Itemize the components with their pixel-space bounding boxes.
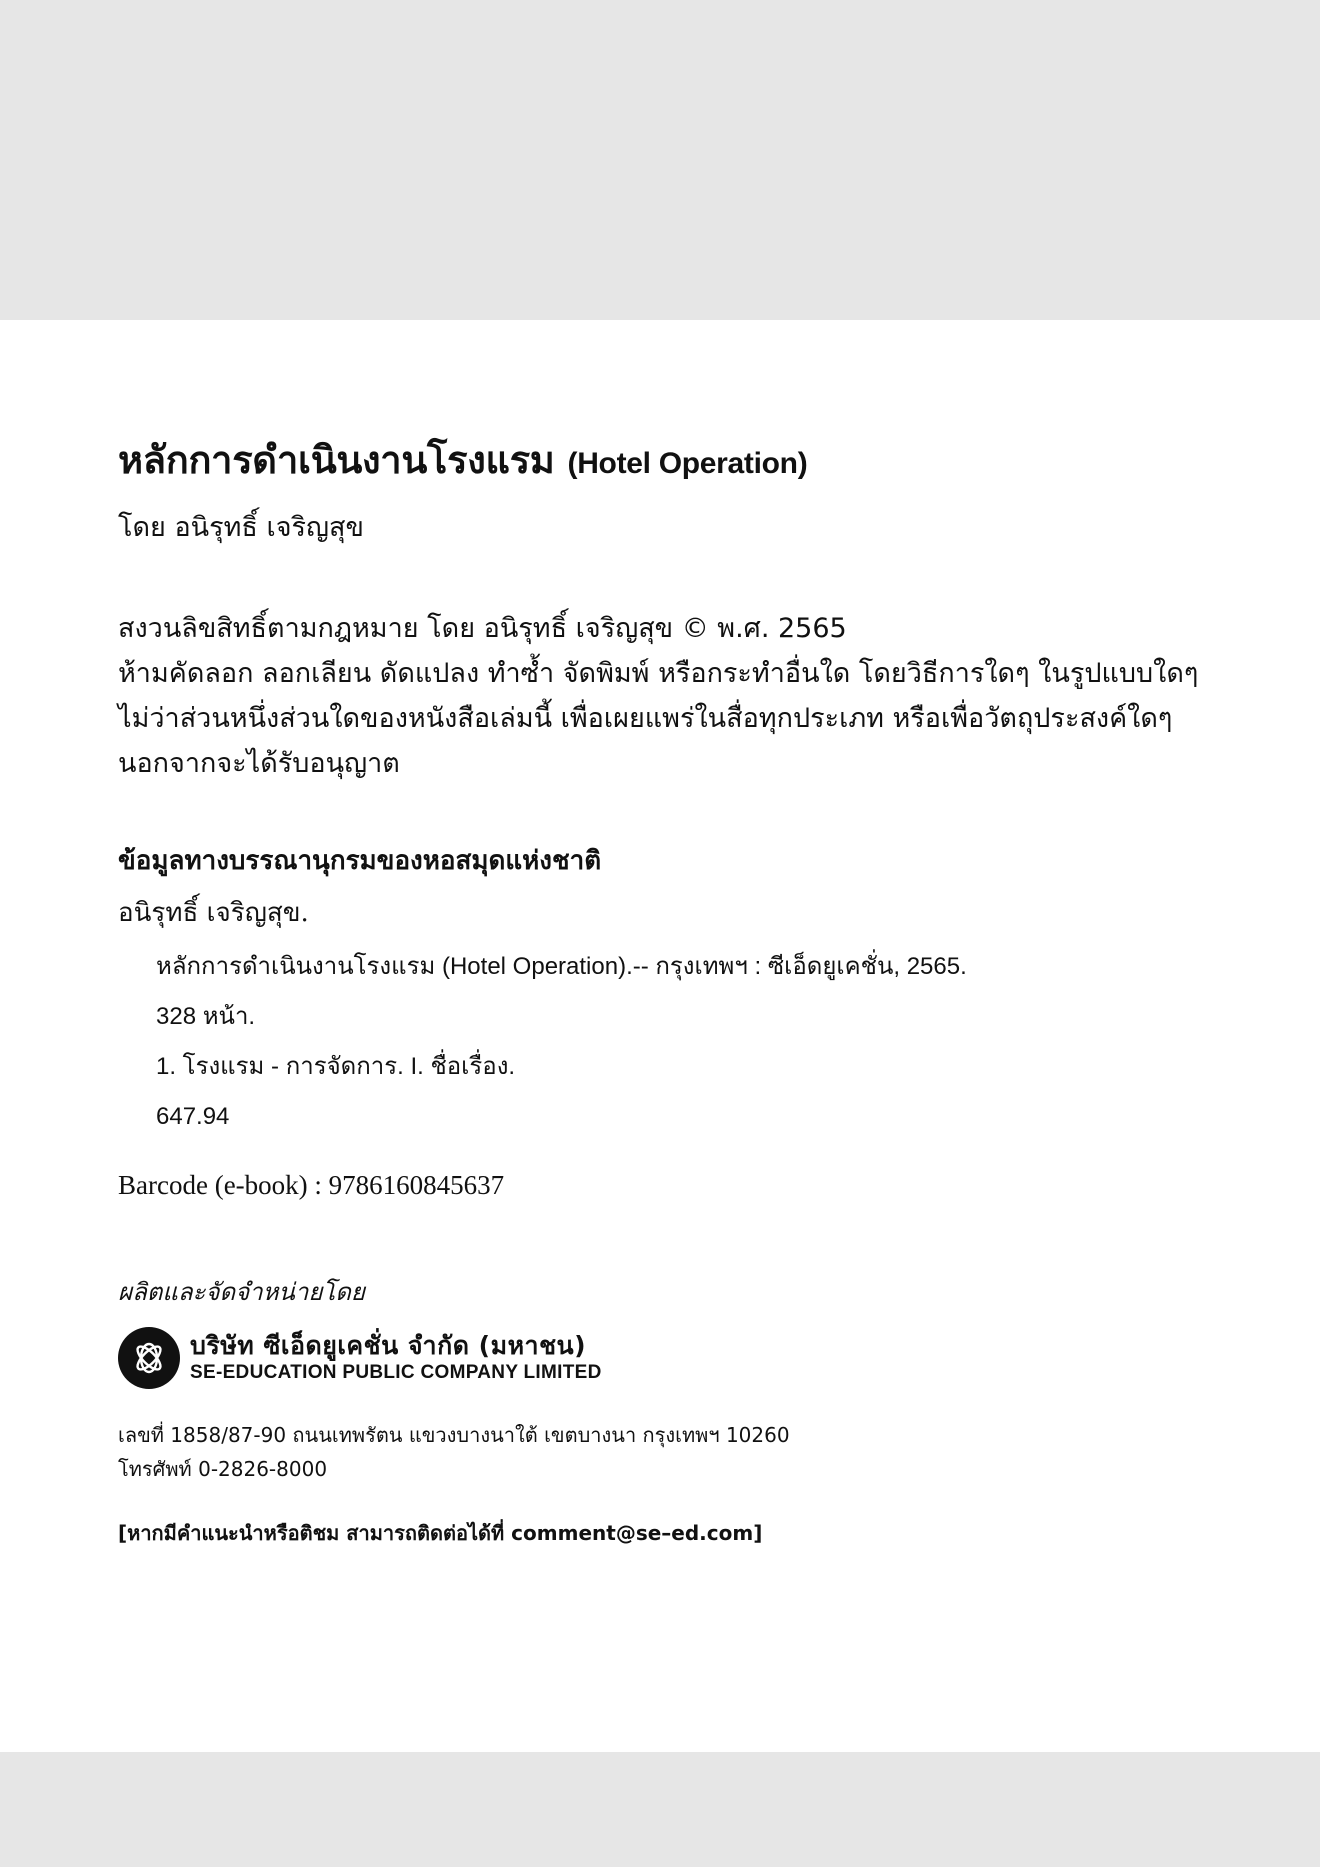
publisher-intro: ผลิตและจัดจำหน่ายโดย [118,1278,365,1306]
feedback-note: [หากมีคำแนะนำหรือติชม สามารถติดต่อได้ที่ comment@se–ed.com] [118,1521,763,1545]
copyright-line: ห้ามคัดลอก ลอกเลียน ดัดแปลง ทำซ้ำ จัดพิมพ์ หรือกระทำอื่นใด โดยวิธีการใดๆ ในรูปแบบใดๆ [118,658,1199,689]
author-line: โดย อนิรุทธิ์ เจริญสุข [118,512,364,543]
publisher-name-thai: บริษัท ซีเอ็ดยูเคชั่น จำกัด (มหาชน) [190,1331,587,1360]
cip-subject: 1. โรงแรม - การจัดการ. I. ชื่อเรื่อง. [156,1053,516,1080]
copyright-line: ไม่ว่าส่วนหนึ่งส่วนใดของหนังสือเล่มนี้ เพื่อเผยแพร่ในสื่อทุกประเภท หรือเพื่อวัตถุประสงค์ใดๆ [118,703,1173,734]
se-ed-logo-icon [118,1327,180,1389]
cip-pages: 328 หน้า. [156,1003,256,1030]
copyright-line: นอกจากจะได้รับอนุญาต [118,748,400,779]
bottom-margin-band [0,1752,1320,1867]
cip-entry-block [156,942,1218,1142]
ebook-barcode: Barcode (e-book) : 9786160845637 [118,1170,505,1200]
book-title-thai: หลักการดำเนินงานโรงแรม [118,438,555,482]
book-title [118,430,1218,494]
copyright-notice [118,606,1218,786]
cip-title-entry: หลักการดำเนินงานโรงแรม (Hotel Operation).-- กรุงเทพฯ : ซีเอ็ดยูเคชั่น, 2565. [156,953,967,980]
publisher-block [118,1326,1218,1390]
cip-author: อนิรุทธิ์ เจริญสุข. [118,898,309,928]
publisher-address-block [118,1418,1218,1486]
book-title-english: (Hotel Operation) [567,447,808,480]
publisher-name-english: SE-EDUCATION PUBLIC COMPANY LIMITED [190,1362,602,1383]
cataloging-in-publication [118,838,1218,1142]
top-margin-band [0,0,1320,320]
copyright-line: สงวนลิขสิทธิ์ตามกฎหมาย โดย อนิรุทธิ์ เจริญสุข © พ.ศ. 2565 [118,613,847,644]
se-ed-logo-mark [129,1338,169,1378]
copyright-page [118,430,1218,1550]
cip-heading: ข้อมูลทางบรรณานุกรมของหอสมุดแห่งชาติ [118,846,602,876]
cip-classification: 647.94 [156,1103,230,1130]
publisher-names [190,1331,602,1385]
publisher-address: เลขที่ 1858/87-90 ถนนเทพรัตน แขวงบางนาใต้ เขตบางนา กรุงเทพฯ 10260 [118,1423,790,1447]
publisher-phone: โทรศัพท์ 0-2826-8000 [118,1457,328,1481]
